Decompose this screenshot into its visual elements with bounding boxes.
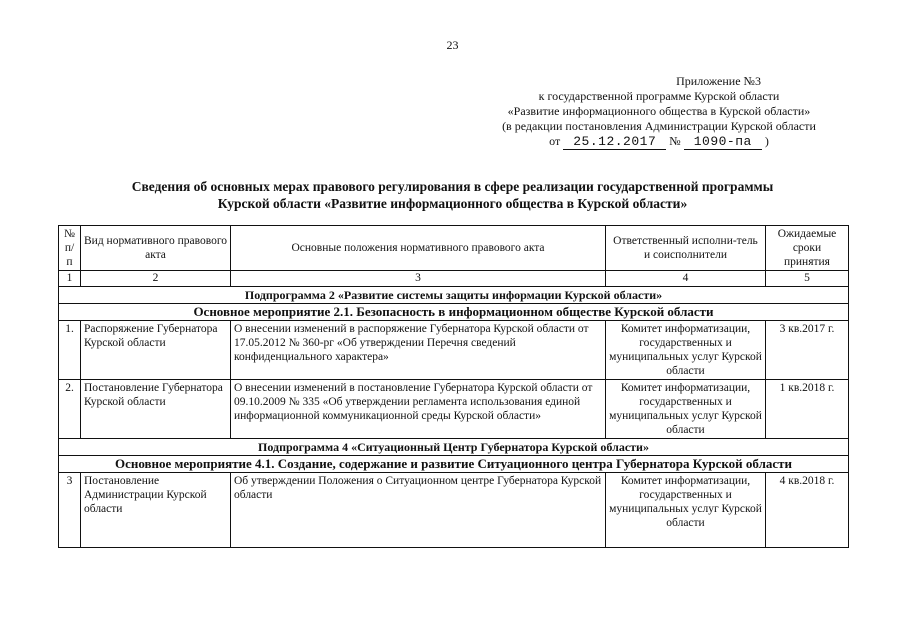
table-header-row [59,226,849,271]
column-number: 2 [81,271,231,287]
subprogram-4-title: Подпрограмма 4 «Ситуационный Центр Губернатора Курской области» [59,439,849,456]
appendix-line-program-name: «Развитие информационного общества в Курской области» [507,104,811,118]
number-prefix: № [669,134,681,148]
table-row [59,473,849,548]
date-prefix: от [549,134,561,148]
header-num: № п/п [59,226,81,271]
subprogram-2-row [59,287,849,304]
column-number: 3 [231,271,606,287]
header-responsible: Ответственный исполни-тель и соисполнители [606,226,766,271]
row-provisions: О внесении изменений в распоряжение Губернатора Курской области от 17.05.2012 № 360-рг «Об утверждении Перечня сведений конфиденциального характера» [231,321,606,380]
measures-table [58,225,849,548]
appendix-date-line [469,134,849,149]
document-title-line-1: Сведения об основных мерах правового регулирования в сфере реализации государственной программы [131,179,774,194]
activity-2-1-row [59,304,849,321]
header-type: Вид нормативного правового акта [81,226,231,271]
column-number: 1 [59,271,81,287]
header-terms: Ожидаемые сроки принятия [766,226,849,271]
activity-4-1-row [59,456,849,473]
row-responsible: Комитет информатизации, государственных и муниципальных услуг Курской области [606,321,766,380]
subprogram-2-title: Подпрограмма 2 «Развитие системы защиты информации Курской области» [59,287,849,304]
row-terms: 4 кв.2018 г. [766,473,849,548]
document-title [40,178,865,212]
column-number: 5 [766,271,849,287]
row-provisions: О внесении изменений в постановление Губернатора Курской области от 09.10.2009 № 335 «Об утверждении регламента использования единой информационной коммуникационной среды Курской области» [231,380,606,439]
column-number-row [59,271,849,287]
row-terms: 1 кв.2018 г. [766,380,849,439]
row-act-type: Постановление Администрации Курской области [81,473,231,548]
activity-2-1-title: Основное мероприятие 2.1. Безопасность в информационном обществе Курской области [59,304,849,321]
row-act-type: Постановление Губернатора Курской области [81,380,231,439]
close-paren: ) [764,134,769,148]
row-terms: 3 кв.2017 г. [766,321,849,380]
page-number: 23 [446,38,459,52]
document-title-line-2: Курской области «Развитие информационного общества в Курской области» [217,196,688,211]
table-row [59,321,849,380]
header-provisions: Основные положения нормативного правового акта [231,226,606,271]
row-number: 3 [59,473,81,548]
row-number: 2. [59,380,81,439]
appendix-heading: Приложение №3 [676,74,761,88]
row-responsible: Комитет информатизации, государственных и муниципальных услуг Курской области [606,473,766,548]
appendix-line-program: к государственной программе Курской области [538,89,780,103]
row-provisions: Об утверждении Положения о Ситуационном центре Губернатора Курской области [231,473,606,548]
decree-number: 1090-па [684,134,762,150]
table-row [59,380,849,439]
decree-date: 25.12.2017 [563,134,666,150]
row-act-type: Распоряжение Губернатора Курской области [81,321,231,380]
activity-4-1-title: Основное мероприятие 4.1. Создание, содержание и развитие Ситуационного центра Губернатора Курской области [59,456,849,473]
column-number: 4 [606,271,766,287]
appendix-line-edition: (в редакции постановления Администрации Курской области [502,119,816,133]
subprogram-4-row [59,439,849,456]
row-number: 1. [59,321,81,380]
appendix-block [469,74,849,149]
row-responsible: Комитет информатизации, государственных и муниципальных услуг Курской области [606,380,766,439]
